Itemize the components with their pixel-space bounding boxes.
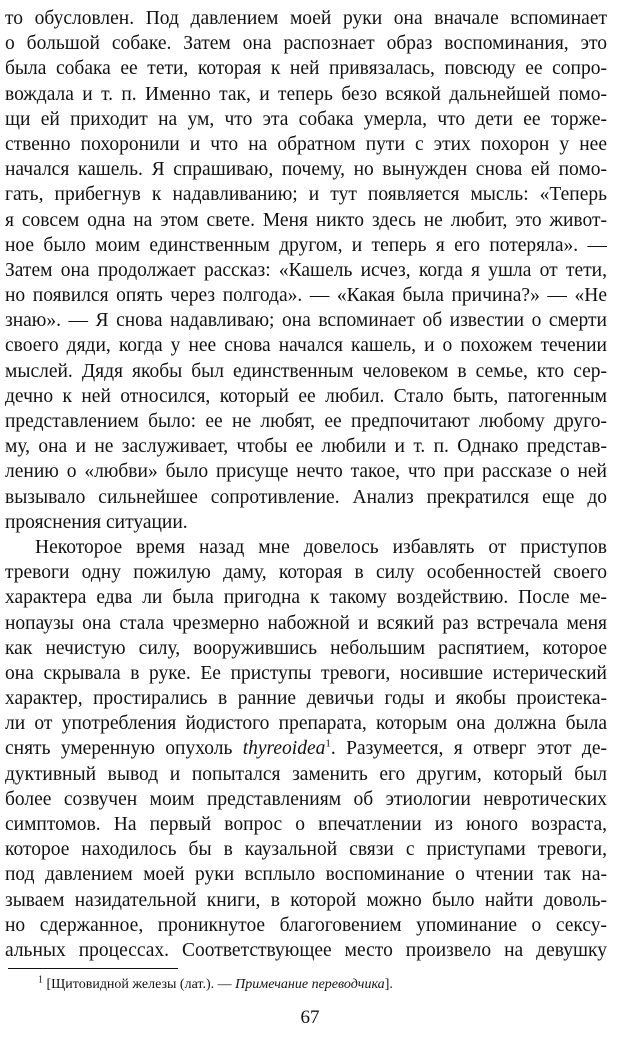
- text-line: но появился опять через полгода». — «Какая была причина?» — «Не: [5, 285, 607, 307]
- text-line: я совсем одна на этом свете. Меня никто здесь не любит, это живот-: [5, 209, 607, 231]
- text-line: она скрывала в руке. Ее приступы тревоги, носившие истерический: [5, 662, 607, 684]
- text-line: была собака ее тети, которая к ней привязалась, повсюду ее сопро-: [5, 58, 607, 80]
- text-line: зываем назидательной книги, в которой можно было найти доволь-: [5, 889, 607, 911]
- text-line: под давлением моей руки всплыло воспоминание о чтении так на-: [5, 864, 607, 886]
- text-line: лению о «любви» было присуще нечто такое, что при рассказе о ней: [5, 461, 607, 483]
- text-line: ственно похоронили и что на обратном пути с этих похорон у нее: [5, 133, 607, 155]
- text-line: дуктивный вывод и попытался заменить его другим, который был: [5, 763, 607, 785]
- text-line: симптомов. На первый вопрос о впечатлении из юного возраста,: [5, 814, 607, 835]
- text-line: о большой собаке. Затем она распознает образ воспоминания, это: [5, 33, 607, 55]
- text-line: Затем она продолжает рассказ: «Кашель исчез, когда я ушла от тети,: [5, 259, 607, 281]
- footnote-end: ].: [384, 977, 393, 992]
- text-segment: . Разумеется, я отверг этот де-: [330, 738, 607, 760]
- text-line: дечно к ней относился, который ее любил. Стало быть, патогенным: [5, 385, 607, 407]
- footnote: [38, 976, 578, 994]
- text-line: начался кашель. Я спрашиваю, почему, но вынужден снова ей помо-: [5, 159, 607, 181]
- text-line: представлением было: ее не любят, ее предпочитают любому друго-: [5, 411, 607, 432]
- text-line: как нечистую силу, вооружившись небольшим распятием, которое: [5, 637, 607, 659]
- text-line: более созвучен моим представлениям об этиологии невротических: [5, 788, 607, 810]
- page-number: 67: [300, 1007, 320, 1028]
- footnote-reference: 1: [325, 737, 331, 750]
- paragraph-2-continued: [5, 762, 607, 964]
- footnote-marker: 1: [38, 974, 43, 986]
- text-line: щи ей приходит на ум, что эта собака умерла, что дети ее торже-: [5, 108, 607, 130]
- text-line: прояснения ситуации.: [5, 511, 188, 533]
- footnote-divider: [8, 968, 178, 969]
- text-line: вождала и т. п. Именно так, и теперь безо всякой дальнейшей помо-: [5, 83, 607, 105]
- text-line: то обусловлен. Под давлением моей руки она вначале вспоминает: [5, 8, 607, 29]
- text-line: тревоги одну пожилую даму, которая в силу особенностей своего: [5, 562, 607, 584]
- text-line: мыслей. Дядя якобы был единственным человеком в семье, кто сер-: [5, 360, 607, 382]
- paragraph-2: [5, 535, 607, 737]
- footnote-italic-text: Примечание переводчика: [235, 977, 385, 992]
- text-line: ное было моим единственным другом, и теперь я его потеряла». —: [5, 234, 607, 256]
- paragraph-1: [5, 6, 607, 535]
- text-line: ли от употребления йодистого препарата, которым она должна была: [5, 713, 607, 735]
- text-line: но сдержанное, проникнутое благоговением упоминание о сексу-: [5, 914, 607, 936]
- text-segment: снять умеренную опухоль: [5, 738, 243, 760]
- footnote-text: [Щитовидной железы (лат.). —: [46, 977, 236, 992]
- text-line: гать, прибегнув к надавливанию; и тут появляется мысль: «Теперь: [5, 184, 607, 206]
- text-line: своего дяди, когда у нее снова начался кашель, и о похожем течении: [5, 335, 607, 357]
- text-line: Некоторое время назад мне довелось избавлять от приступов: [35, 536, 607, 558]
- text-line: знаю». — Я снова надавливаю; она вспоминает об известии о смерти: [5, 310, 607, 332]
- text-line: му, она и не заслуживает, чтобы ее любили и т. п. Однако представ-: [5, 436, 607, 458]
- body-text: [5, 6, 607, 963]
- text-line: которое находилось бы в каузальной связи с приступами тревоги,: [5, 839, 607, 861]
- text-line: [5, 736, 607, 761]
- text-line: альных процессах. Соответствующее место произвело на девушку: [5, 939, 607, 961]
- text-line: вызывало сильнейшее сопротивление. Анализ прекратился еще до: [5, 486, 607, 508]
- text-line: характер, простирались в ранние девичьи годы и якобы проистека-: [5, 688, 607, 710]
- text-line: характера едва ли была пригодна к такому воздействию. После ме-: [5, 587, 607, 609]
- text-line: нопаузы она стала чрезмерно набожной и всякий раз встречала меня: [5, 612, 607, 634]
- latin-term: thyreoidea: [242, 738, 326, 760]
